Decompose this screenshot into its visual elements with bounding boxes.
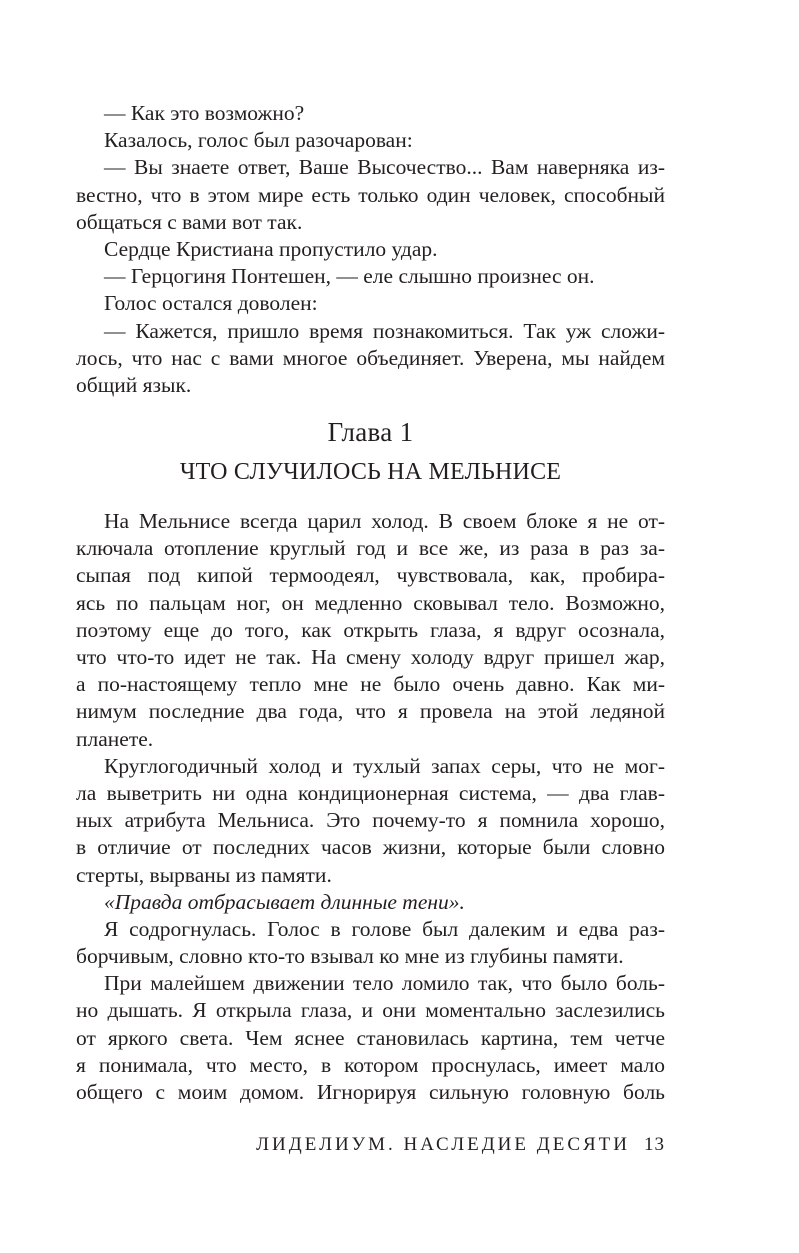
text-line: ла выветрить ни одна кондиционерная система, — два глав-: [76, 780, 665, 805]
paragraph: [76, 263, 665, 290]
paragraph: [76, 889, 665, 916]
text-line: лось, что нас с вами многое объединяет. Уверена, мы найдем: [76, 345, 665, 370]
text-line: Голос остался доволен:: [104, 291, 318, 316]
text-line: общий язык.: [76, 372, 192, 397]
chapter-title: ЧТО СЛУЧИЛОСЬ НА МЕЛЬНИСЕ: [179, 459, 562, 486]
text-line: При малейшем движении тело ломило так, что было боль-: [104, 971, 665, 996]
chapter-label: Глава 1: [327, 417, 414, 448]
paragraph: [76, 508, 665, 753]
text-line: а по-настоящему тепло мне не было очень давно. Как ми-: [76, 672, 665, 697]
text-line: «Правда отбрасывает длинные тени».: [104, 889, 465, 914]
text-line: На Мельнисе всегда царил холод. В своем блоке я не от-: [104, 509, 665, 534]
text-line: вестно, что в этом мире есть только один человек, способный: [76, 182, 665, 207]
text-line: Казалось, голос был разочарован:: [104, 128, 413, 153]
paragraph: [76, 154, 665, 236]
text-line: Я содрогнулась. Голос в голове был далеким и едва раз-: [104, 916, 665, 941]
text-line: Сердце Кристиана пропустило удар.: [104, 236, 438, 261]
text-line: — Герцогиня Понтешен, — еле слышно произнес он.: [104, 264, 595, 289]
chapter-body: [76, 508, 665, 1106]
paragraph: [76, 290, 665, 317]
text-line: я понимала, что место, в котором проснулась, имеет мало: [76, 1052, 665, 1077]
text-line: ных атрибута Мельниса. Это почему-то я помнила хорошо,: [76, 808, 665, 833]
text-line: нимум последние два года, что я провела на этой ледяной: [76, 699, 665, 724]
text-line: борчивым, словно кто-то взывал ко мне из глубины памяти.: [76, 944, 624, 969]
text-line: — Вы знаете ответ, Ваше Высочество... Вам наверняка из-: [104, 155, 665, 180]
page-body: [76, 100, 665, 1106]
text-line: ключала отопление круглый год и все же, из раза в раз за-: [76, 536, 665, 561]
text-line: сыпая под кипой термоодеял, чувствовала, как, пробира-: [76, 563, 665, 588]
intro-section: [76, 100, 665, 399]
text-line: в отличие от последних часов жизни, которые были словно: [76, 835, 665, 860]
paragraph: [76, 100, 665, 127]
paragraph: [76, 236, 665, 263]
text-line: ясь по пальцам ног, он медленно сковывал тело. Возможно,: [76, 590, 665, 615]
text-line: стерты, вырваны из памяти.: [76, 862, 332, 887]
running-title: ЛИДЕЛИУМ. НАСЛЕДИЕ ДЕСЯТИ: [256, 1134, 630, 1155]
text-line: от яркого света. Чем яснее становилась картина, тем четче: [76, 1025, 665, 1050]
page-number: 13: [644, 1134, 665, 1155]
text-line: общего с моим домом. Игнорируя сильную головную боль: [76, 1080, 665, 1104]
text-line: Круглогодичный холод и тухлый запах серы, что не мог-: [104, 753, 665, 778]
text-line: но дышать. Я открыла глаза, и они моментально заслезились: [76, 998, 665, 1023]
text-line: — Как это возможно?: [104, 101, 305, 125]
text-line: что что-то идет не так. На смену холоду вдруг пришел жар,: [76, 645, 665, 669]
text-line: — Кажется, пришло время познакомиться. Так уж сложи-: [104, 318, 665, 343]
paragraph: [76, 970, 665, 1106]
text-line: планете.: [76, 726, 154, 751]
page-footer: [0, 1132, 665, 1158]
paragraph: [76, 318, 665, 400]
paragraph: [76, 753, 665, 889]
paragraph: [76, 127, 665, 154]
paragraph: [76, 916, 665, 970]
text-line: поэтому еще до того, как открыть глаза, я вдруг осознала,: [76, 617, 665, 642]
text-line: общаться с вами вот так.: [76, 209, 303, 234]
